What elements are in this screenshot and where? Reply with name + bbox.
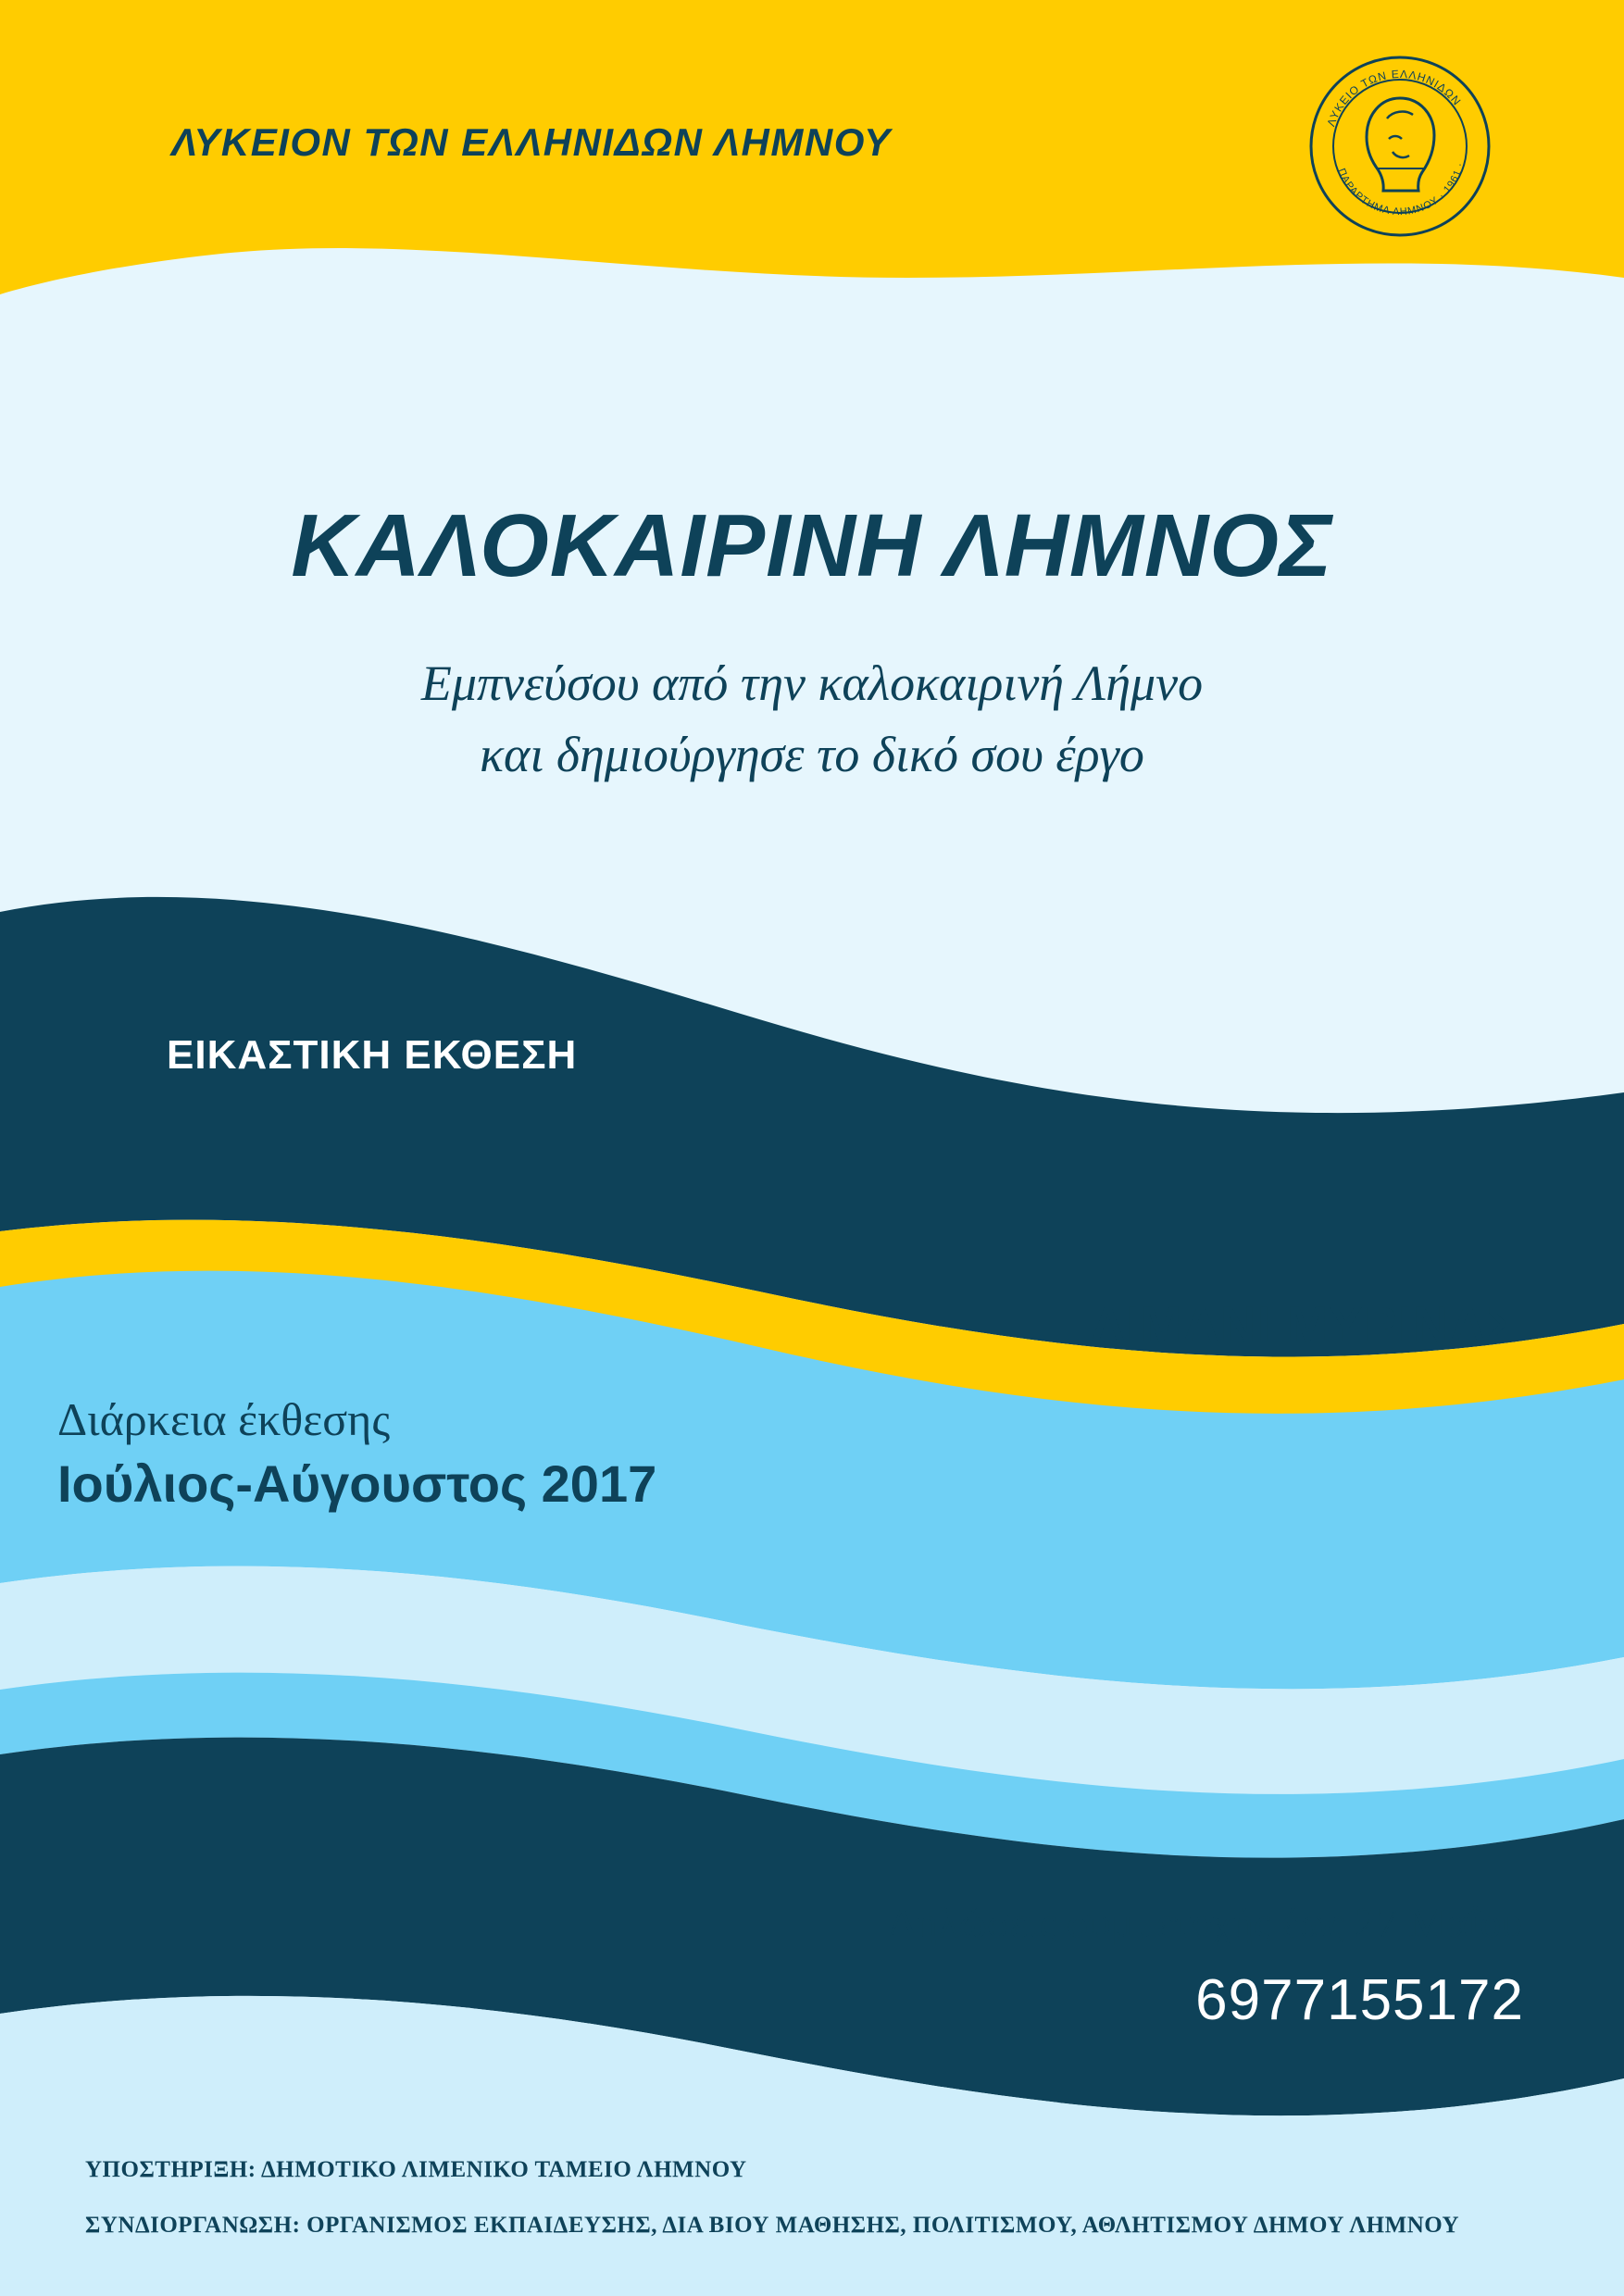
duration-value: Ιούλιος-Αύγουστος 2017 xyxy=(57,1454,657,1513)
contact-phone[interactable]: 6977155172 xyxy=(1195,1968,1524,2032)
exhibition-type-label: ΕΙΚΑΣΤΙΚΗ ΕΚΘΕΣΗ xyxy=(167,1032,578,1078)
profile-head-icon xyxy=(1367,98,1434,191)
subtitle-line-1: Εμπνεύσου από την καλοκαιρινή Λήμνο xyxy=(420,655,1204,711)
subtitle-block xyxy=(0,648,1624,790)
lykeion-emblem-logo xyxy=(1307,54,1493,239)
subtitle-line-2: και δημιούργησε το δικό σου έργο xyxy=(480,726,1144,782)
page-title: ΚΑΛΟΚΑΙΡΙΝΗ ΛΗΜΝΟΣ xyxy=(291,496,1333,595)
svg-text:ΠΑΡΑΡΤΗΜΑ ΛΗΜΝΟΥ · 1961 ·: ΠΑΡΑΡΤΗΜΑ ΛΗΜΝΟΥ · 1961 · xyxy=(1335,160,1467,218)
duration-label: Διάρκεια έκθεσης xyxy=(57,1393,391,1445)
organization-title: ΛΥΚΕΙΟΝ ΤΩΝ ΕΛΛΗΝΙΔΩΝ ΛΗΜΝΟΥ xyxy=(171,120,892,164)
svg-text:ΛΥΚΕΙΟ ΤΩΝ ΕΛΛΗΝΙΔΩΝ: ΛΥΚΕΙΟ ΤΩΝ ΕΛΛΗΝΙΔΩΝ xyxy=(1324,67,1464,129)
footer-support: ΥΠΟΣΤΗΡΙΞΗ: ΔΗΜΟΤΙΚΟ ΛΙΜΕΝΙΚΟ ΤΑΜΕΙΟ ΛΗΜΝΟΥ xyxy=(85,2157,747,2182)
application-deadline: Δηλώσεις συμμετοχής έως 27 Μαΐου xyxy=(888,1899,1522,1946)
venue-label: ΛΙΜΑΝΙ ΜΥΡΙΝΑΣ xyxy=(1091,1297,1518,1353)
footer-co-organization: ΣΥΝΔΙΟΡΓΑΝΩΣΗ: ΟΡΓΑΝΙΣΜΟΣ ΕΚΠΑΙΔΕΥΣΗΣ, ΔΙΑ ΒΙΟΥ ΜΑΘΗΣΗΣ, ΠΟΛΙΤΙΣΜΟΥ, ΑΘΛΗΤΙΣΜΟΥ ΔΗΜΟΥ ΛΗΜΝΟΥ xyxy=(85,2213,1460,2238)
